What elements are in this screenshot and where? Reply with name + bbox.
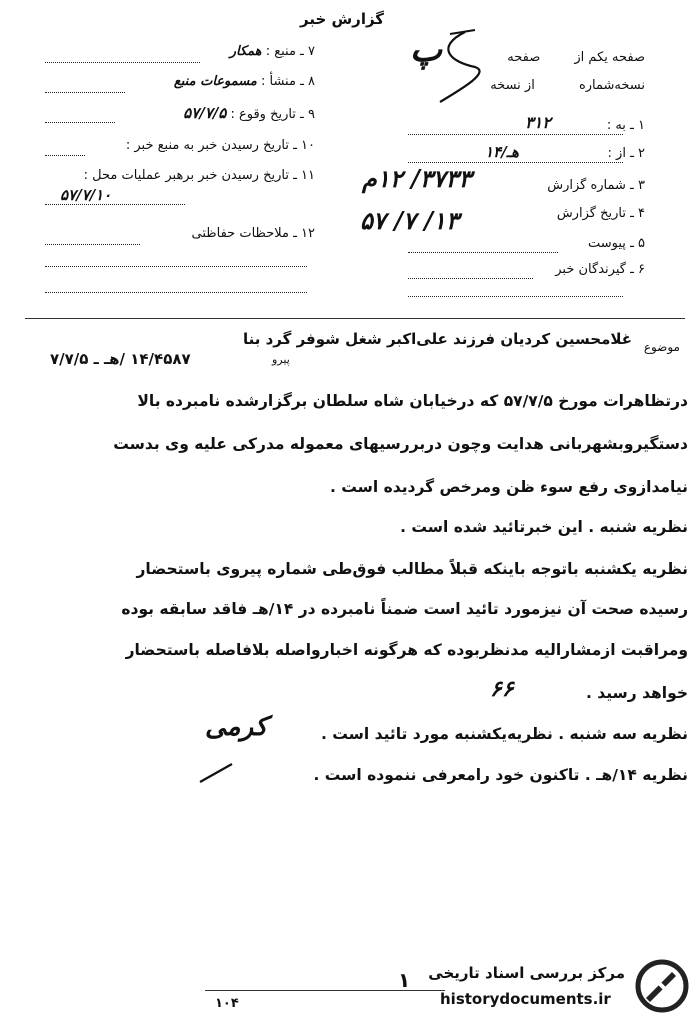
field-copy-number — [490, 78, 645, 93]
footer-url: historydocuments.ir — [440, 990, 611, 1008]
field-recipients-label: ۶ ـ گیرندگان خبر — [555, 262, 645, 277]
field-source-receipt-date-label: ۱۰ ـ تاریخ رسیدن خبر به منبع خبر : — [125, 138, 315, 153]
field-report-date — [557, 206, 645, 221]
dotted-line — [45, 292, 307, 293]
margin-tick — [196, 758, 236, 788]
subject-text: غلامحسین کردیان فرزند علی‌اکبر شغل شوفر گرد بنا — [243, 330, 632, 348]
field-ops-receipt-date — [35, 168, 315, 183]
field-page-label: صفحه یکم از — [574, 50, 645, 65]
dotted-line — [45, 62, 200, 63]
field-security-notes — [192, 226, 315, 241]
body-line: نیامدازوی رفع سوء ظن ومرخص گردیده است . — [329, 478, 688, 496]
field-occurrence-date-value: ۵۷/۷/۵ — [183, 104, 227, 122]
field-security-notes-label: ۱۲ ـ ملاحظات حفاظتی — [191, 226, 315, 241]
field-copy-number-value: از نسخه — [490, 78, 535, 93]
field-to — [607, 118, 645, 133]
body-line: دستگیروبشهربانی هدایت وچون دربررسیهای معموله مدرکی علیه وی بدست — [113, 435, 688, 453]
body-line: نظریه شنبه . این خبرتائید شده است . — [400, 518, 688, 536]
field-report-date-label: ۴ ـ تاریخ گزارش — [556, 206, 645, 221]
dotted-line — [408, 162, 623, 163]
dotted-line — [45, 155, 85, 156]
field-ops-receipt-date-value: ۵۷/۷/۱۰ — [60, 186, 112, 204]
body-line: خواهد رسید . — [585, 684, 688, 702]
field-copy-number-label: نسخه‌شماره — [578, 78, 645, 93]
footer-mark: ۱ — [398, 968, 411, 992]
dotted-line — [408, 252, 558, 253]
field-occurrence-date-label: ۹ ـ تاریخ وقوع : — [230, 107, 315, 122]
dotted-line — [408, 134, 623, 135]
dotted-line — [408, 278, 533, 279]
body-line: درتظاهرات مورخ ۵۷/۷/۵ که درخیابان شاه سلطان برگزارشده نامبرده بالا — [137, 392, 688, 410]
field-from-label: ۲ ـ از : — [607, 146, 645, 161]
field-recipients — [555, 262, 645, 277]
body-line: نظریه یکشنبه باتوجه باینکه قبلاً مطالب فوق‌طی شماره پیروی باستحضار — [136, 560, 688, 578]
field-report-number-label: ۳ ـ شماره گزارش — [547, 178, 645, 193]
field-page — [507, 50, 645, 65]
dotted-line — [45, 92, 125, 93]
field-to-value: ۳۱۲ — [525, 113, 551, 132]
margin-note-small: ۶۶ — [490, 676, 514, 702]
field-occurrence-date — [183, 104, 315, 122]
dotted-line — [45, 122, 115, 123]
field-report-number — [547, 178, 645, 193]
body-line: ومراقبت ازمشارالیه مدنظربوده که هرگونه اخبارواصله بلافاصله باستحضار — [125, 641, 688, 659]
field-origin-label: ۸ ـ منشأ : — [260, 74, 315, 89]
field-ops-receipt-date-label: ۱۱ ـ تاریخ رسیدن خبر برهبر عملیات محل : — [83, 168, 315, 183]
field-from — [608, 146, 645, 161]
body-line: نظریه ۱۴/هـ . تاکنون خود رامعرفی ننموده است . — [313, 766, 688, 784]
reference-label: پیرو — [272, 353, 290, 366]
field-to-label: ۱ ـ به : — [606, 118, 645, 133]
dotted-line — [45, 244, 140, 245]
field-page-value: صفحه — [507, 50, 541, 65]
field-from-value: ۱۴/هـ — [485, 143, 519, 161]
report-title: گزارش خبر — [300, 10, 385, 28]
subject-label: موضوع — [643, 340, 680, 354]
field-report-number-value: ۳۷۳۳/ ۱۲م — [362, 164, 472, 193]
header-separator — [25, 318, 685, 319]
field-attachment — [588, 236, 645, 251]
field-report-date-value: ۱۳/ ۷/ ۵۷ — [360, 206, 459, 235]
field-attachment-label: ۵ ـ پیوست — [588, 236, 645, 251]
body-line: نظریه سه شنبه . نظریه‌یکشنبه مورد تائید است . — [320, 725, 688, 743]
field-source-value: همکار — [229, 44, 262, 59]
header-handwritten-initial: پ — [410, 30, 443, 70]
field-origin-value: مسموعات منبع — [173, 74, 257, 89]
footer-org-name: مرکز بررسی اسناد تاریخی — [428, 964, 625, 982]
field-source-receipt-date — [126, 138, 315, 153]
dotted-line — [45, 204, 185, 205]
field-source — [230, 44, 315, 59]
reference-number: ۱۴/۴۵۸۷ /هـ ـ ۷/۷/۵ — [50, 350, 191, 368]
archive-logo-icon — [632, 958, 690, 1014]
margin-signature: کرمی — [205, 712, 268, 742]
dotted-line — [45, 266, 307, 267]
field-origin — [174, 74, 315, 89]
field-source-label: ۷ ـ منبع : — [265, 44, 315, 59]
footer-mark-2: ۱۰۴ — [215, 996, 239, 1011]
header-scribble — [395, 22, 505, 117]
body-line: رسیده صحت آن نیزمورد تائید است ضمناً نامبرده در ۱۴/هـ فاقد سابقه بوده — [121, 600, 688, 618]
dotted-line — [408, 296, 623, 297]
